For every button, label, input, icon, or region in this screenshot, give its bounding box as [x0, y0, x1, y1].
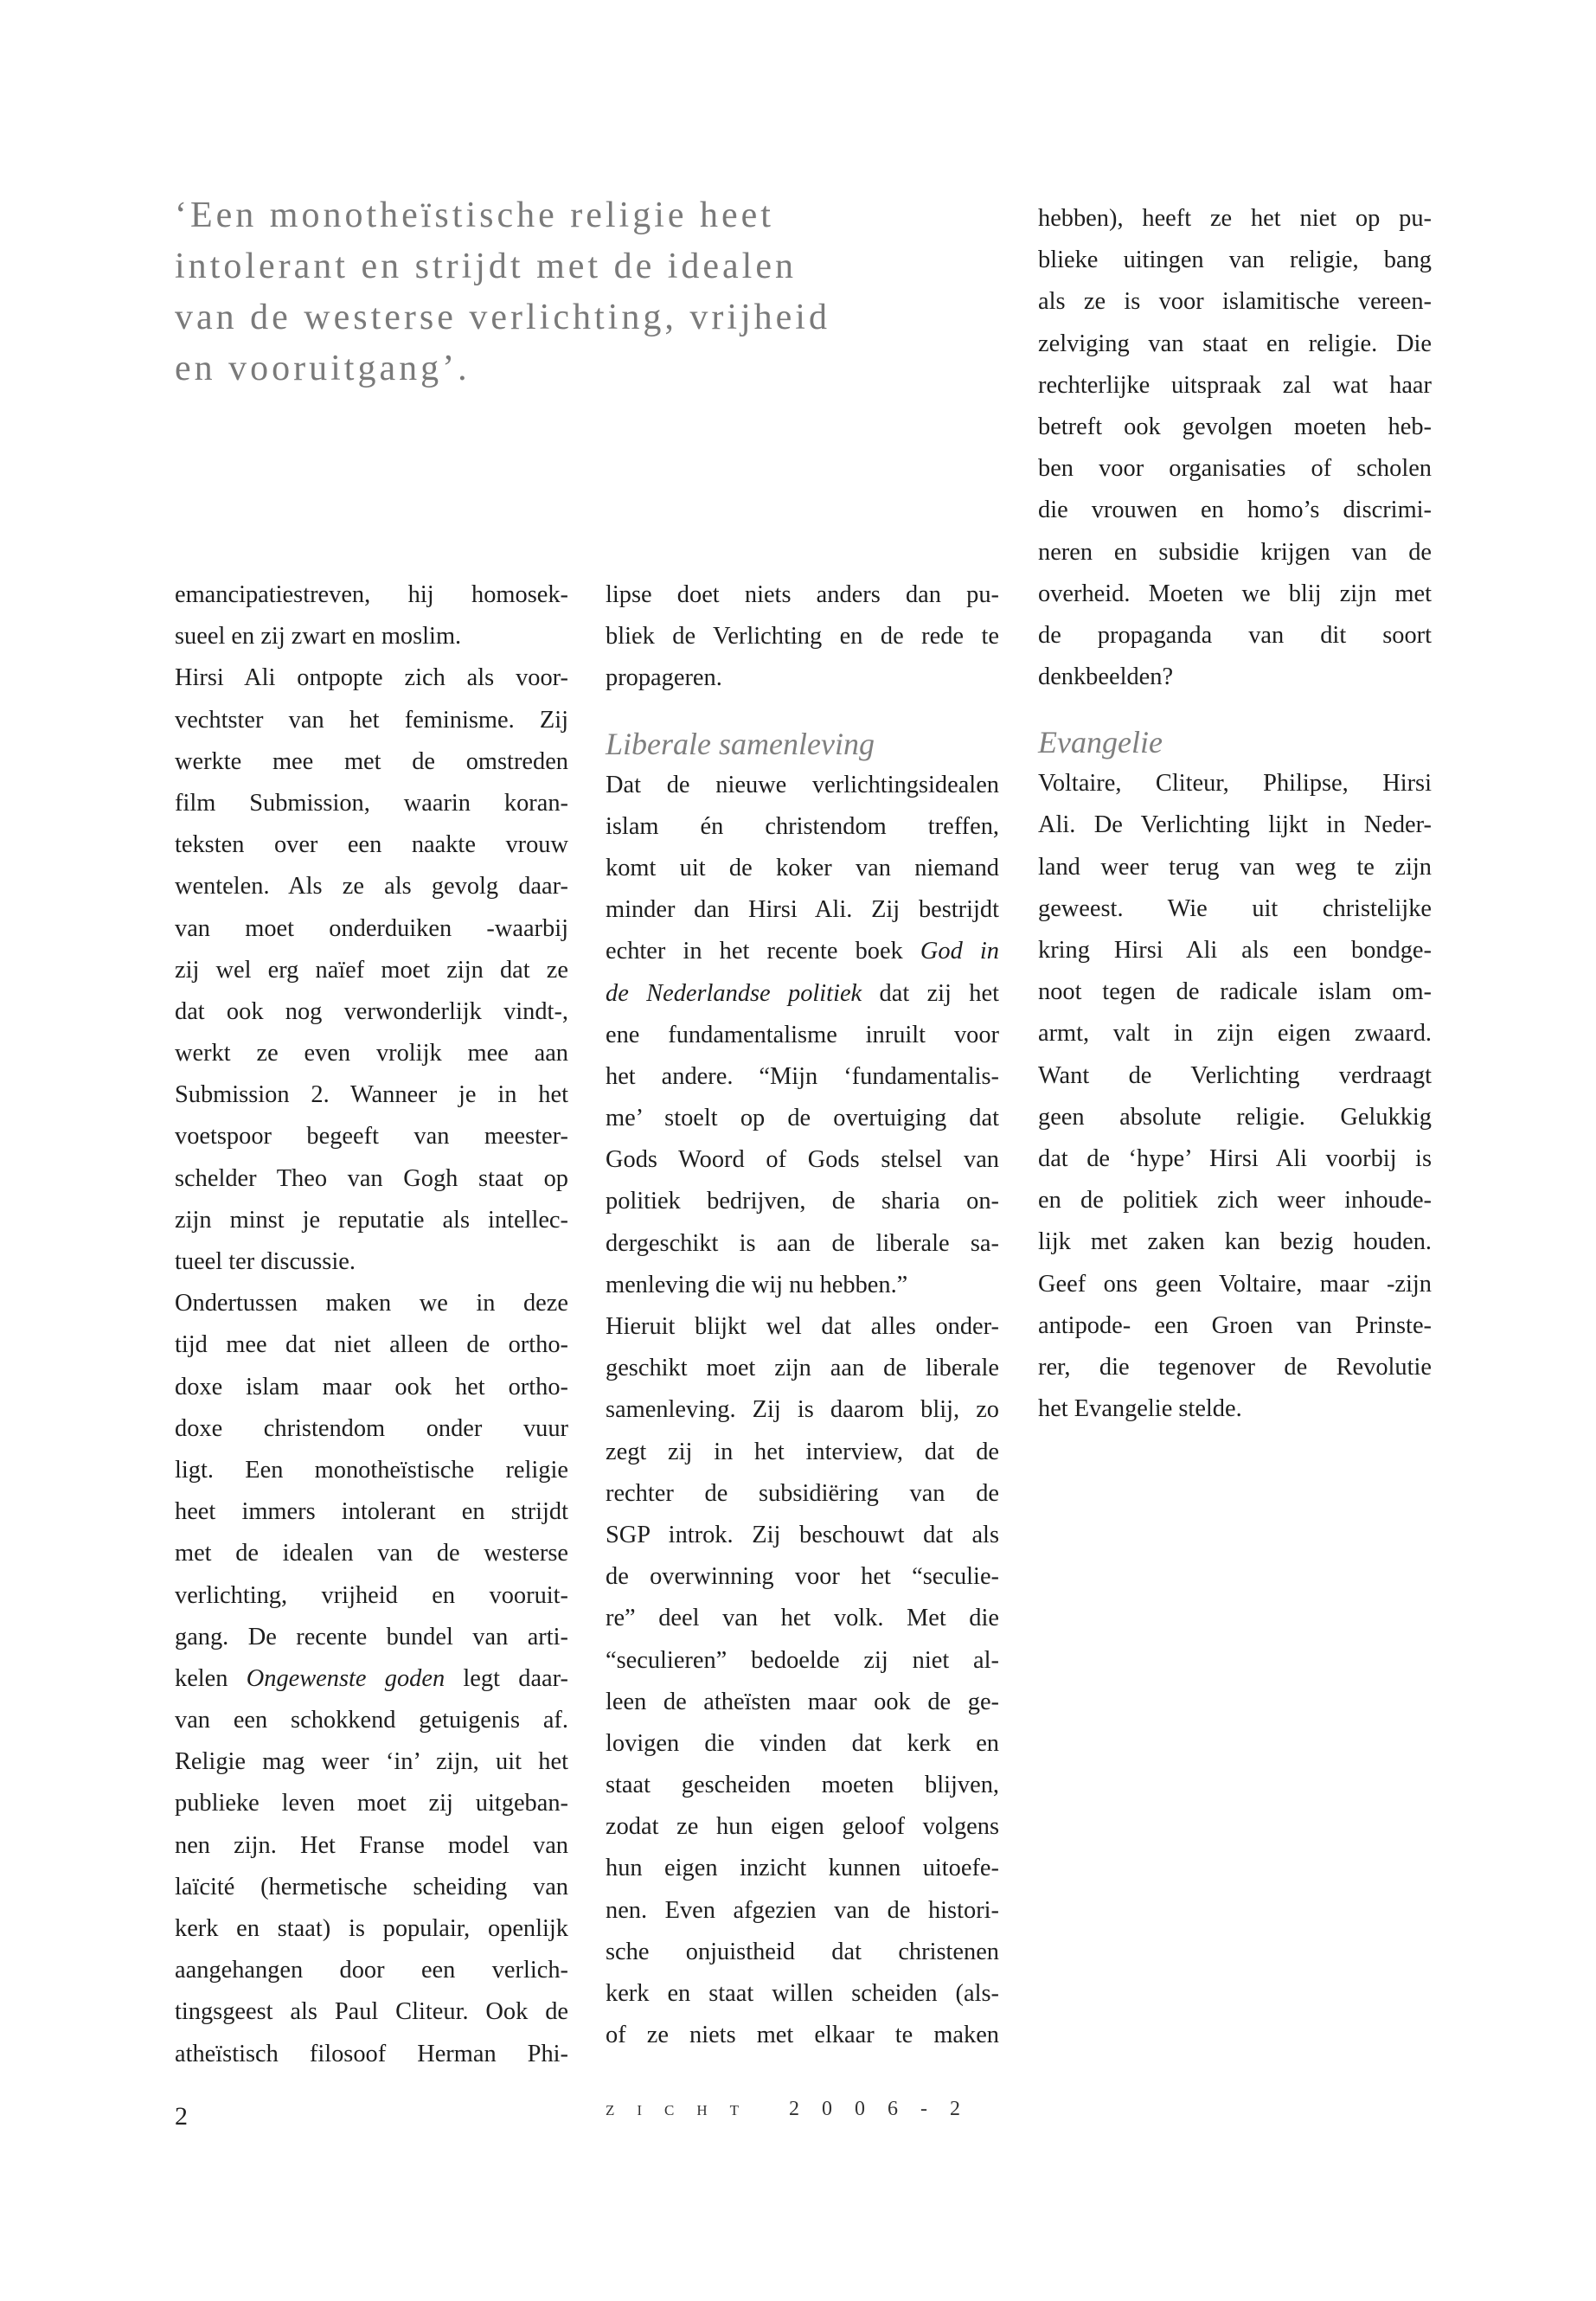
text-line: kring Hirsi Ali als een bondge-	[1038, 937, 1432, 964]
text-line: rechterlijke uitspraak zal wat haar	[1038, 371, 1432, 399]
text-line: zegt zij in het interview, dat de	[606, 1438, 999, 1465]
text-line: antipode- een Groen van Prinste-	[1038, 1311, 1432, 1339]
text-line: kerk en staat) is populair, openlijk	[175, 1915, 568, 1942]
text-line: menleving die wij nu hebben.”	[606, 1271, 908, 1298]
text-line: teksten over een naakte vrouw	[175, 831, 568, 859]
text-line: van moet onderduiken -waarbij	[175, 914, 568, 942]
text-line: de propaganda van dit soort	[1038, 621, 1432, 649]
article-column-3	[1038, 198, 1432, 1430]
text-line: Geef ons geen Voltaire, maar -zijn	[1038, 1270, 1432, 1298]
text-line: film Submission, waarin koran-	[175, 789, 568, 817]
text-line: noot tegen de radicale islam om-	[1038, 978, 1432, 1006]
text-line: neren en subsidie krijgen van de	[1038, 538, 1432, 566]
text-line: doxe islam maar ook het ortho-	[175, 1373, 568, 1400]
text-line: zelviging van staat en religie. Die	[1038, 330, 1432, 357]
text-line: denkbeelden?	[1038, 663, 1174, 691]
text-line: heet immers intolerant en strijdt	[175, 1498, 568, 1526]
text-line: armt, valt in zijn eigen zwaard.	[1038, 1020, 1432, 1048]
text-line: Gods Woord of Gods stelsel van	[606, 1146, 999, 1174]
text-line: islam én christendom treffen,	[606, 812, 999, 840]
text-line: voetspoor begeeft van meester-	[175, 1123, 568, 1150]
text-line: rechter de subsidiëring van de	[606, 1479, 999, 1507]
text-line: en de politiek zich weer inhoude-	[1038, 1187, 1432, 1215]
text-line: ene fundamentalisme inruilt voor	[606, 1021, 999, 1048]
text-line: Voltaire, Cliteur, Philipse, Hirsi	[1038, 770, 1432, 798]
article-column-1	[175, 574, 568, 2075]
pull-quote	[175, 190, 953, 394]
text-line: die vrouwen en homo’s discrimi-	[1038, 497, 1432, 524]
text-line: aangehangen door een verlich-	[175, 1957, 568, 1984]
text-line: politiek bedrijven, de sharia on-	[606, 1188, 999, 1215]
text-line: Religie mag weer ‘in’ zijn, uit het	[175, 1748, 568, 1776]
text-line: nen zijn. Het Franse model van	[175, 1831, 568, 1859]
text-line: de overwinning voor het “seculie-	[606, 1563, 999, 1591]
text-line: sueel en zij zwart en moslim.	[175, 623, 462, 651]
text-line: sche onjuistheid dat christenen	[606, 1938, 999, 1965]
text-line: me’ stoelt op de overtuiging dat	[606, 1105, 999, 1132]
text-line: betreft ook gevolgen moeten heb-	[1038, 413, 1432, 440]
text-line: laïcité (hermetische scheiding van	[175, 1873, 568, 1900]
text-line: komt uit de koker van niemand	[606, 854, 999, 881]
text-line: hebben), heeft ze het niet op pu-	[1038, 205, 1432, 232]
text-line: geschikt moet zijn aan de liberale	[606, 1355, 999, 1382]
text-line: Submission 2. Wanneer je in het	[175, 1081, 568, 1109]
text-line: lijk met zaken kan bezig houden.	[1038, 1228, 1432, 1256]
text-line: verlichting, vrijheid en vooruit-	[175, 1581, 568, 1609]
text-line: ligt. Een monotheïstische religie	[175, 1456, 568, 1484]
text-line: publieke leven moet zij uitgeban-	[175, 1790, 568, 1817]
text-line: zij wel erg naïef moet zijn dat ze	[175, 956, 568, 984]
text-line: doxe christendom onder vuur	[175, 1414, 568, 1442]
text-line: propageren.	[606, 664, 722, 692]
text-line: dat ook nog verwonderlijk vindt-,	[175, 997, 568, 1025]
page-number: 2	[175, 2102, 188, 2131]
text-line: geen absolute religie. Gelukkig	[1038, 1103, 1432, 1131]
text-line: staat gescheiden moeten blijven,	[606, 1772, 999, 1799]
section-heading-liberale-samenleving: Liberale samenleving	[606, 726, 875, 761]
text-line: Dat de nieuwe verlichtingsidealen	[606, 771, 999, 798]
text-line: echter in het recente boek God in	[606, 938, 999, 965]
text-line: “seculieren” bedoelde zij niet al-	[606, 1646, 999, 1674]
text-line: SGP introk. Zij beschouwt dat als	[606, 1521, 999, 1548]
text-line: tueel ter discussie.	[175, 1248, 356, 1275]
text-line: hun eigen inzicht kunnen uitoefe-	[606, 1855, 999, 1882]
text-line: gang. De recente bundel van arti-	[175, 1623, 568, 1650]
text-line: nen. Even afgezien van de histori-	[606, 1896, 999, 1924]
text-line: geweest. Wie uit christelijke	[1038, 894, 1432, 922]
column-2-intro	[606, 574, 999, 700]
text-line: met de idealen van de westerse	[175, 1540, 568, 1567]
text-line: bliek de Verlichting en de rede te	[606, 623, 999, 651]
section-heading-evangelie: Evangelie	[1038, 725, 1163, 760]
text-line: het Evangelie stelde.	[1038, 1395, 1242, 1423]
text-line: overheid. Moeten we blij zijn met	[1038, 580, 1432, 607]
text-line: land weer terug van weg te zijn	[1038, 853, 1432, 881]
text-line: schelder Theo van Gogh staat op	[175, 1164, 568, 1192]
text-line: het andere. “Mijn ‘fundamentalis-	[606, 1062, 999, 1090]
text-line: Ondertussen maken we in deze	[175, 1290, 568, 1317]
pull-quote-line: van de westerse verlichting, vrijheid	[175, 298, 830, 337]
column-3-intro	[1038, 198, 1432, 698]
text-line: de Nederlandse politiek dat zij het	[606, 979, 999, 1007]
text-line: atheïstisch filosoof Herman Phi-	[175, 2040, 568, 2067]
text-line: Want de Verlichting verdraagt	[1038, 1061, 1432, 1089]
magazine-footer: zicht 2006-2	[606, 2098, 984, 2120]
text-line: kelen Ongewenste goden legt daar-	[175, 1664, 568, 1692]
text-line: tijd mee dat niet alleen de ortho-	[175, 1331, 568, 1359]
text-line: blieke uitingen van religie, bang	[1038, 247, 1432, 274]
text-line: lovigen die vinden dat kerk en	[606, 1729, 999, 1757]
pull-quote-line: intolerant en strijdt met de idealen	[175, 247, 797, 286]
pull-quote-line: ‘Een monotheïstische religie heet	[175, 195, 774, 235]
text-line: minder dan Hirsi Ali. Zij bestrijdt	[606, 896, 999, 924]
text-line: Ali. De Verlichting lijkt in Neder-	[1038, 811, 1432, 839]
text-line: wentelen. Als ze als gevolg daar-	[175, 873, 568, 901]
pull-quote-line: en vooruitgang’.	[175, 349, 471, 388]
text-line: samenleving. Zij is daarom blij, zo	[606, 1396, 999, 1424]
text-line: werkte mee met de omstreden	[175, 747, 568, 775]
article-column-2	[606, 574, 999, 2056]
text-line: vechtster van het feminisme. Zij	[175, 706, 568, 734]
text-line: emancipatiestreven, hij homosek-	[175, 581, 568, 608]
column-3-body	[1038, 763, 1432, 1430]
text-line: dergeschikt is aan de liberale sa-	[606, 1229, 999, 1257]
text-line: re” deel van het volk. Met die	[606, 1605, 999, 1632]
text-line: kerk en staat willen scheiden (als-	[606, 1980, 999, 2007]
text-line: leen de atheïsten maar ook de ge-	[606, 1688, 999, 1715]
column-2-body	[606, 765, 999, 2057]
text-line: zijn minst je reputatie als intellec-	[175, 1206, 568, 1234]
text-line: dat de ‘hype’ Hirsi Ali voorbij is	[1038, 1144, 1432, 1172]
text-line: of ze niets met elkaar te maken	[606, 2022, 999, 2049]
text-line: van een schokkend getuigenis af.	[175, 1707, 568, 1734]
text-line: Hirsi Ali ontpopte zich als voor-	[175, 664, 568, 692]
text-line: lipse doet niets anders dan pu-	[606, 581, 999, 608]
text-line: als ze is voor islamitische vereen-	[1038, 288, 1432, 316]
text-line: werkt ze even vrolijk mee aan	[175, 1040, 568, 1067]
text-line: ben voor organisaties of scholen	[1038, 455, 1432, 483]
text-line: tingsgeest als Paul Cliteur. Ook de	[175, 1998, 568, 2026]
text-line: Hieruit blijkt wel dat alles onder-	[606, 1313, 999, 1340]
text-line: zodat ze hun eigen geloof volgens	[606, 1813, 999, 1841]
text-line: rer, die tegenover de Revolutie	[1038, 1353, 1432, 1381]
